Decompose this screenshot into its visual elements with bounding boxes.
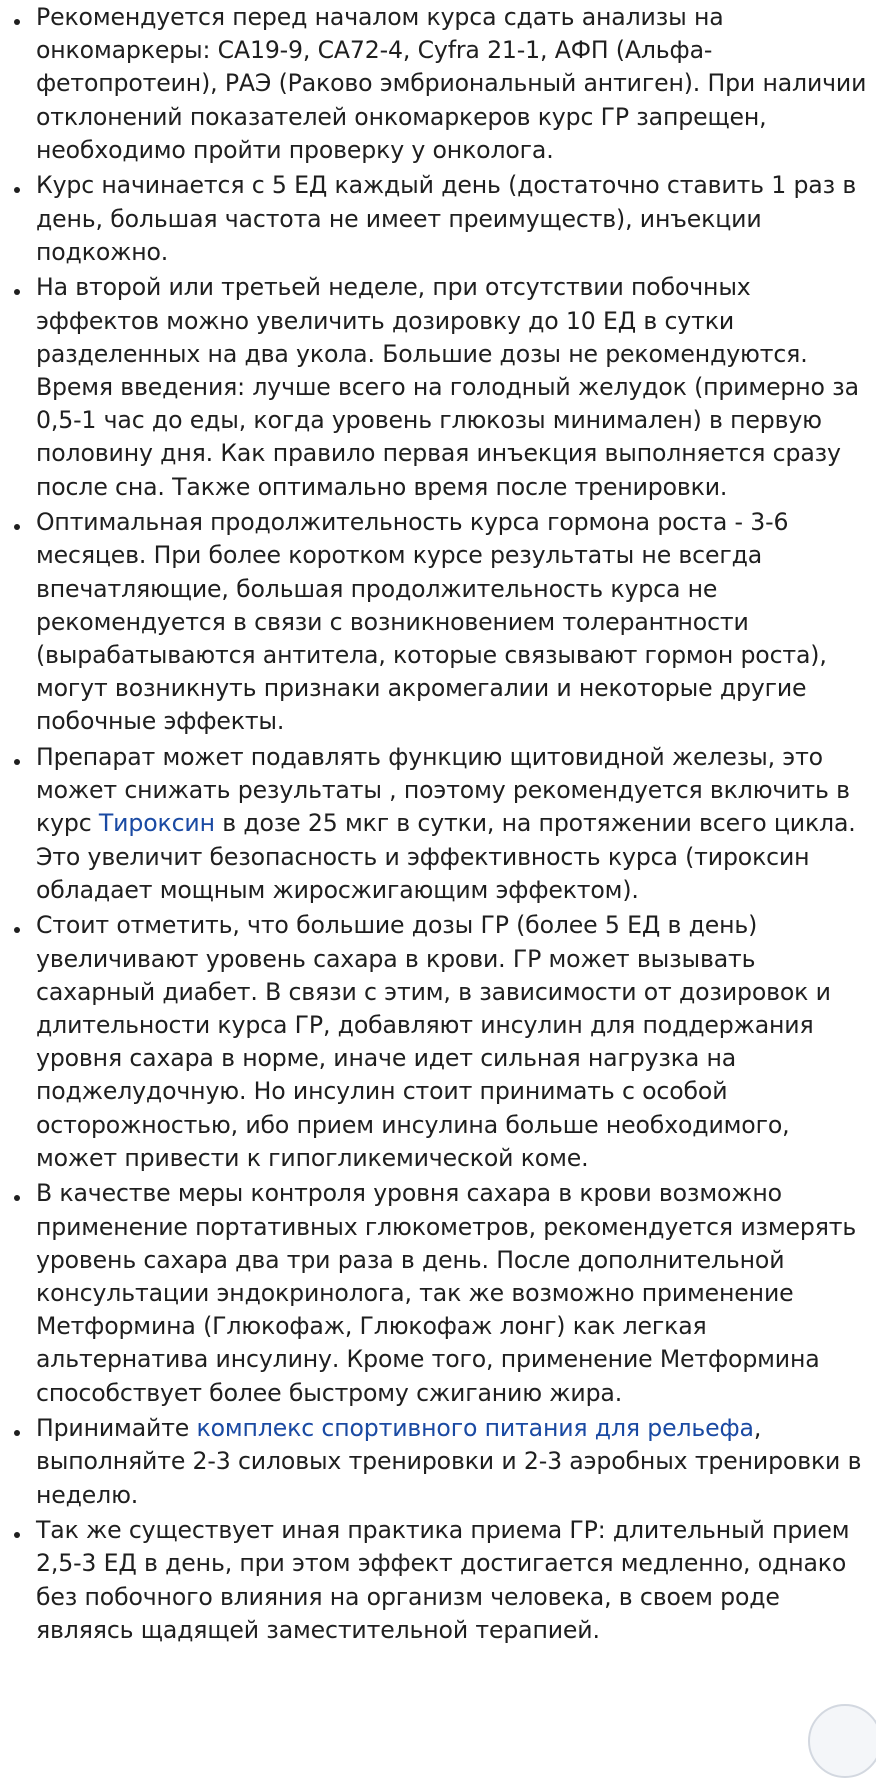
list-item-text: Принимайте bbox=[36, 1414, 197, 1443]
list-item bbox=[8, 1412, 870, 1512]
list-item-text: в дозе 25 мкг в сутки, на протяжении всего цикла. Это увеличит безопасность и эффективность курса (тироксин обладает мощным жиросжигающим эффектом). bbox=[36, 809, 856, 904]
list-item-text: , выполняйте 2-3 силовых тренировки и 2-3 аэробных тренировки в неделю. bbox=[36, 1414, 862, 1509]
bullet-icon bbox=[14, 1532, 20, 1538]
list-item bbox=[8, 169, 870, 269]
bullet-icon bbox=[14, 759, 20, 765]
list-item bbox=[8, 271, 870, 503]
list-item-text: На второй или третьей неделе, при отсутствии побочных эффектов можно увеличить дозировку до 10 ЕД в сутки разделенных на два укола. Большие дозы не рекомендуются. Время введения: лучше всего на голодный желудок (примерно за 0,5-1 час до еды, когда уровень глюкозы минимален) в первую половину дня. Как правило первая инъекция выполняется сразу после сна. Также оптимально время после тренировки. bbox=[36, 273, 859, 501]
list-item-text: Стоит отметить, что большие дозы ГР (более 5 ЕД в день) увеличивают уровень сахара в крови. ГР может вызывать сахарный диабет. В связи с этим, в зависимости от дозировок и длительности курса ГР, добавляют инсулин для поддержания уровня сахара в норме, иначе идет сильная нагрузка на поджелудочную. Но инсулин стоит принимать с особой осторожностью, ибо прием инсулина больше необходимого, может привести к гипогликемической коме. bbox=[36, 911, 831, 1172]
bullet-icon bbox=[14, 524, 20, 530]
bullet-icon bbox=[14, 289, 20, 295]
list-item bbox=[8, 909, 870, 1175]
list-item bbox=[8, 741, 870, 907]
bullet-list bbox=[8, 1, 870, 1647]
list-item-text: Оптимальная продолжительность курса гормона роста - 3-6 месяцев. При более коротком курсе результаты не всегда впечатляющие, большая продолжительность курса не рекомендуется в связи с возникновением толерантности (вырабатываются антитела, которые связывают гормон роста), могут возникнуть признаки акромегалии и некоторые другие побочные эффекты. bbox=[36, 508, 827, 736]
list-item-text: Так же существует иная практика приема ГР: длительный прием 2,5-3 ЕД в день, при этом эффект достигается медленно, однако без побочного влияния на организм человека, в своем роде являясь щадящей заместительной терапией. bbox=[36, 1516, 850, 1644]
list-item bbox=[8, 506, 870, 738]
list-item-text: Курс начинается с 5 ЕД каждый день (достаточно ставить 1 раз в день, большая частота не имеет преимуществ), инъекции подкожно. bbox=[36, 171, 857, 266]
list-item-text: Препарат может подавлять функцию щитовидной железы, это может снижать результаты , поэтому рекомендуется включить в курс bbox=[36, 743, 850, 838]
article-content bbox=[8, 1, 870, 1649]
list-item bbox=[8, 1514, 870, 1647]
list-item bbox=[8, 1, 870, 167]
bullet-icon bbox=[14, 1430, 20, 1436]
bullet-icon bbox=[14, 1195, 20, 1201]
bullet-icon bbox=[14, 187, 20, 193]
scroll-top-button[interactable] bbox=[808, 1704, 876, 1778]
list-item-text: Рекомендуется перед началом курса сдать анализы на онкомаркеры: СА19-9, СА72-4, Cyfra 21-1, АФП (Альфа-фетопротеин), РАЭ (Раково эмбриональный антиген). При наличии отклонений показателей онкомаркеров курс ГР запрещен, необходимо пройти проверку у онколога. bbox=[36, 3, 867, 164]
article-link[interactable]: Тироксин bbox=[98, 809, 215, 838]
article-link[interactable]: комплекс спортивного питания для рельефа bbox=[196, 1414, 754, 1443]
list-item-text: В качестве меры контроля уровня сахара в крови возможно применение портативных глюкометров, рекомендуется измерять уровень сахара два три раза в день. После дополнительной консультации эндокринолога, так же возможно применение Метформина (Глюкофаж, Глюкофаж лонг) как легкая альтернатива инсулину. Кроме того, применение Метформина способствует более быстрому сжиганию жира. bbox=[36, 1179, 857, 1407]
list-item bbox=[8, 1177, 870, 1409]
bullet-icon bbox=[14, 927, 20, 933]
bullet-icon bbox=[14, 19, 20, 25]
